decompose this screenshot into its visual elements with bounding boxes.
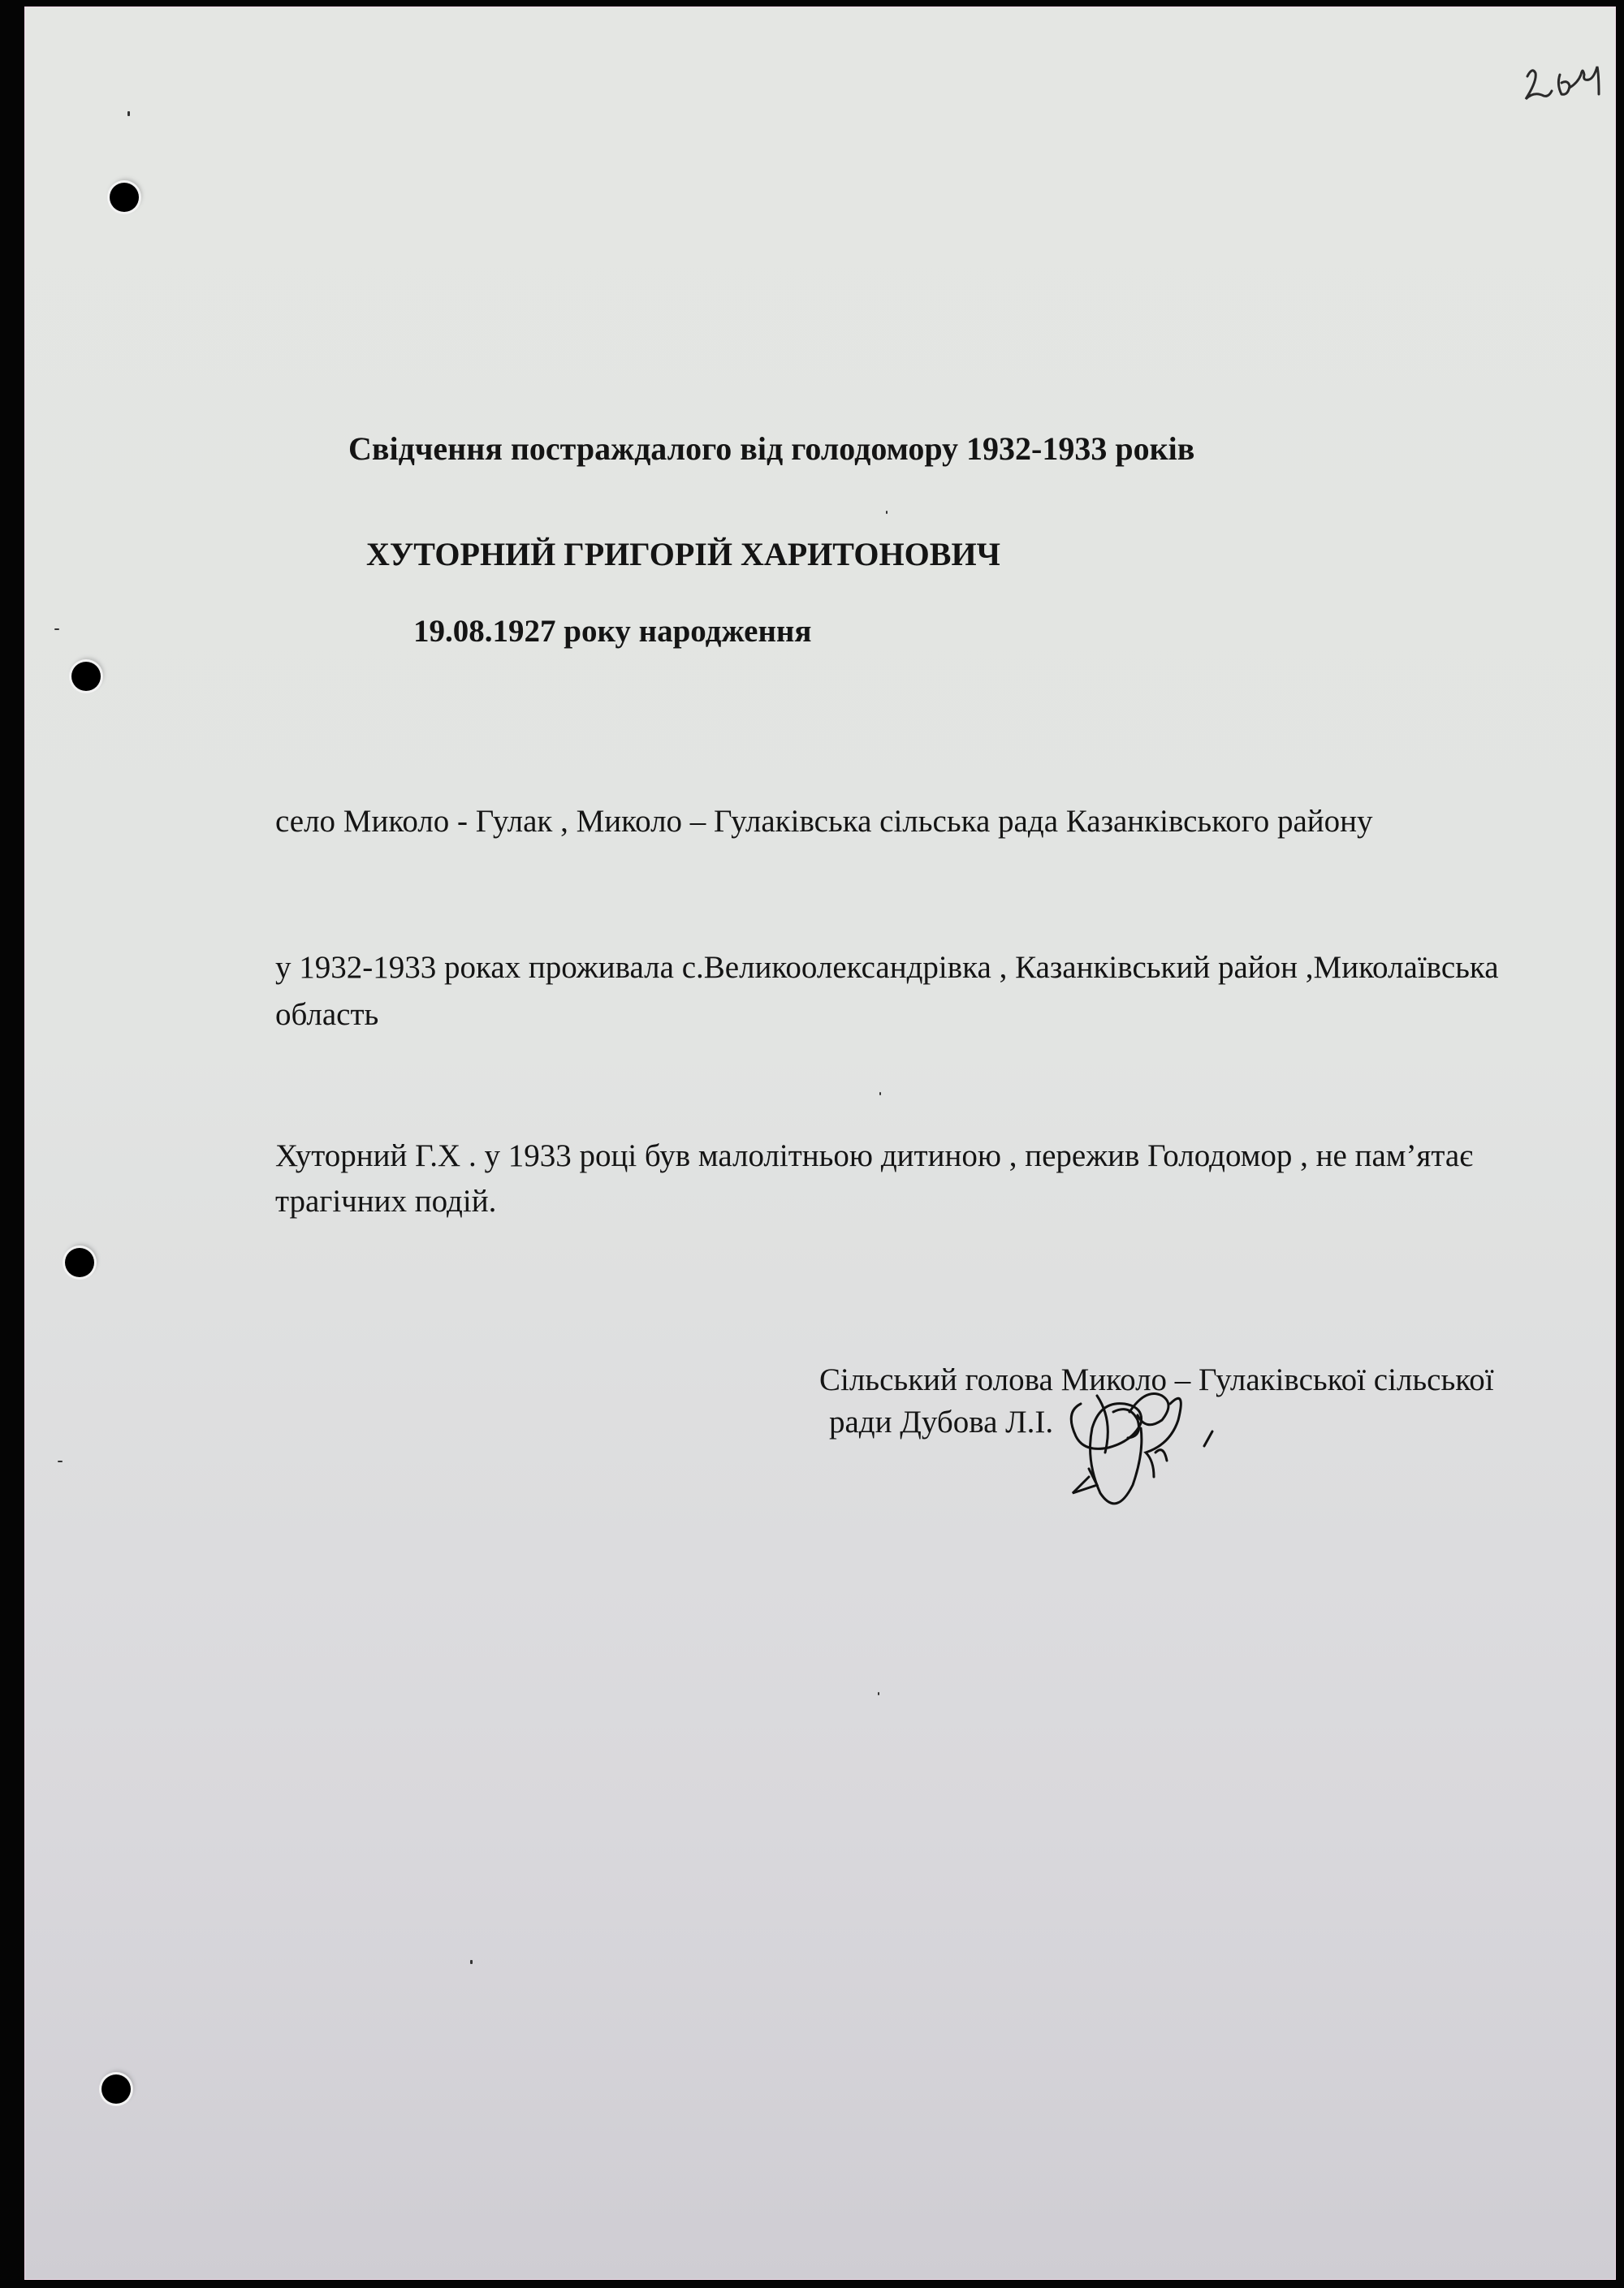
paper-speck (127, 111, 130, 116)
testimony-line-1: Хуторний Г.Х . у 1933 році був малолітньою дитиною , пережив Голодомор , не пам’ятає (275, 1138, 1473, 1173)
punch-hole (71, 662, 101, 691)
paper-speck (54, 628, 59, 630)
signatory-name: ради Дубова Л.І. (829, 1405, 1054, 1440)
paper-speck (58, 1461, 63, 1462)
document-title: Свідчення постраждалого від голодомору 1932-1933 років (348, 430, 1195, 467)
handwritten-page-number (1519, 52, 1624, 109)
paper-speck (878, 1692, 879, 1695)
punch-hole (110, 183, 139, 212)
punch-hole (65, 1248, 94, 1277)
paper-speck (470, 1960, 473, 1964)
birth-date: 19.08.1927 року народження (413, 614, 812, 649)
paper-speck (879, 1092, 881, 1095)
person-name: ХУТОРНИЙ ГРИГОРІЙ ХАРИТОНОВИЧ (366, 536, 1000, 572)
punch-hole (102, 2074, 131, 2104)
residence-paragraph: село Миколо - Гулак , Миколо – Гулаківська сільська рада Казанківського району (275, 804, 1373, 839)
paper-speck (886, 511, 888, 514)
handwritten-signature (1065, 1388, 1308, 1517)
document-page (24, 6, 1616, 2280)
testimony-line-2: трагічних подій. (275, 1184, 497, 1219)
residence-1932-line-2: область (275, 997, 379, 1032)
residence-1932-line-1: у 1932-1933 роках проживала с.Великоолександрівка , Казанківський район ,Миколаївська (275, 950, 1499, 985)
signatory-title: Сільський голова Миколо – Гулаківської сільської (819, 1362, 1494, 1397)
